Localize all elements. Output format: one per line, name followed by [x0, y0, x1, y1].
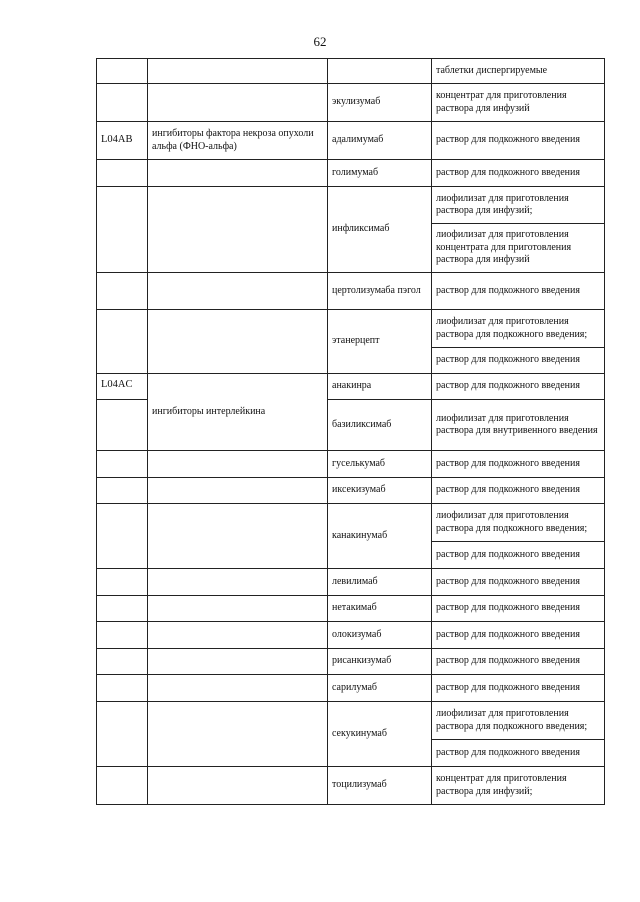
table-row: [97, 569, 605, 596]
drug-cell: адалимумаб: [328, 122, 432, 160]
group-cell: [148, 569, 328, 596]
group-cell: [148, 187, 328, 273]
table-row: [97, 187, 605, 224]
form-cell: раствор для подкожного введения: [432, 649, 605, 675]
drug-cell: секукинумаб: [328, 702, 432, 767]
drug-cell: канакинумаб: [328, 504, 432, 569]
group-cell: [148, 310, 328, 374]
code-cell: [97, 451, 148, 478]
code-cell: [97, 675, 148, 702]
table-row: [97, 478, 605, 504]
table-row: [97, 649, 605, 675]
code-cell: [97, 84, 148, 122]
drug-cell: базиликсимаб: [328, 400, 432, 451]
group-cell: [148, 767, 328, 805]
drug-cell: олокизумаб: [328, 622, 432, 649]
drug-cell: голимумаб: [328, 160, 432, 187]
code-cell: [97, 702, 148, 767]
table-row: [97, 622, 605, 649]
group-cell: [148, 478, 328, 504]
form-cell: раствор для подкожного введения: [432, 569, 605, 596]
code-cell: [97, 187, 148, 273]
group-cell: [148, 160, 328, 187]
group-cell: [148, 649, 328, 675]
form-cell: лиофилизат для приготовления концентрата для приготовления раствора для инфузий: [432, 224, 605, 273]
drug-cell: инфликсимаб: [328, 187, 432, 273]
form-cell: лиофилизат для приготовления раствора для внутривенного введения: [432, 400, 605, 451]
code-cell: [97, 622, 148, 649]
code-cell: [97, 478, 148, 504]
drug-cell: экулизумаб: [328, 84, 432, 122]
table-row: [97, 84, 605, 122]
drug-cell: иксекизумаб: [328, 478, 432, 504]
table-row: [97, 374, 605, 400]
code-cell: [97, 596, 148, 622]
form-cell: раствор для подкожного введения: [432, 451, 605, 478]
group-cell: [148, 451, 328, 478]
group-cell: [148, 273, 328, 310]
table-row: [97, 160, 605, 187]
form-cell: раствор для подкожного введения: [432, 348, 605, 374]
code-cell: [97, 649, 148, 675]
form-cell: раствор для подкожного введения: [432, 675, 605, 702]
drug-cell: анакинра: [328, 374, 432, 400]
form-cell: раствор для подкожного введения: [432, 122, 605, 160]
group-cell: [148, 59, 328, 84]
form-cell: лиофилизат для приготовления раствора для инфузий;: [432, 187, 605, 224]
table-row: [97, 702, 605, 740]
drug-cell: рисанкизумаб: [328, 649, 432, 675]
form-cell: раствор для подкожного введения: [432, 273, 605, 310]
table-row: [97, 59, 605, 84]
form-cell: концентрат для приготовления раствора для инфузий: [432, 84, 605, 122]
code-cell: L04AB: [97, 122, 148, 160]
code-cell: [97, 310, 148, 374]
code-cell: [97, 273, 148, 310]
code-cell: [97, 569, 148, 596]
drug-cell: цертолизумаба пэгол: [328, 273, 432, 310]
form-cell: лиофилизат для приготовления раствора для подкожного введения;: [432, 310, 605, 348]
group-cell: [148, 675, 328, 702]
group-cell: ингибиторы фактора некроза опухоли альфа (ФНО-альфа): [148, 122, 328, 160]
drug-cell: гуселькумаб: [328, 451, 432, 478]
form-cell: раствор для подкожного введения: [432, 160, 605, 187]
form-cell: лиофилизат для приготовления раствора для подкожного введения;: [432, 504, 605, 542]
drug-table: [96, 58, 605, 805]
form-cell: раствор для подкожного введения: [432, 596, 605, 622]
code-cell: [97, 504, 148, 569]
table-row: [97, 273, 605, 310]
drug-cell: сарилумаб: [328, 675, 432, 702]
code-cell: L04AC: [97, 374, 148, 400]
form-cell: концентрат для приготовления раствора для инфузий;: [432, 767, 605, 805]
form-cell: раствор для подкожного введения: [432, 374, 605, 400]
form-cell: лиофилизат для приготовления раствора для подкожного введения;: [432, 702, 605, 740]
drug-cell: левилимаб: [328, 569, 432, 596]
page-number: 62: [313, 34, 327, 49]
form-cell: раствор для подкожного введения: [432, 740, 605, 767]
drug-cell: тоцилизумаб: [328, 767, 432, 805]
table-row: [97, 675, 605, 702]
table-row: [97, 596, 605, 622]
drug-cell: [328, 59, 432, 84]
code-cell: [97, 767, 148, 805]
group-cell: [148, 622, 328, 649]
form-cell: таблетки диспергируемые: [432, 59, 605, 84]
table-row: [97, 310, 605, 348]
code-cell: [97, 400, 148, 451]
drug-cell: этанерцепт: [328, 310, 432, 374]
table-row: [97, 767, 605, 805]
code-cell: [97, 160, 148, 187]
group-cell: [148, 596, 328, 622]
code-cell: [97, 59, 148, 84]
group-cell: ингибиторы интерлейкина: [148, 374, 328, 451]
group-cell: [148, 84, 328, 122]
table-row: [97, 122, 605, 160]
group-cell: [148, 504, 328, 569]
drug-cell: нетакимаб: [328, 596, 432, 622]
form-cell: раствор для подкожного введения: [432, 478, 605, 504]
form-cell: раствор для подкожного введения: [432, 622, 605, 649]
table-row: [97, 451, 605, 478]
table-row: [97, 504, 605, 542]
group-cell: [148, 702, 328, 767]
form-cell: раствор для подкожного введения: [432, 542, 605, 569]
